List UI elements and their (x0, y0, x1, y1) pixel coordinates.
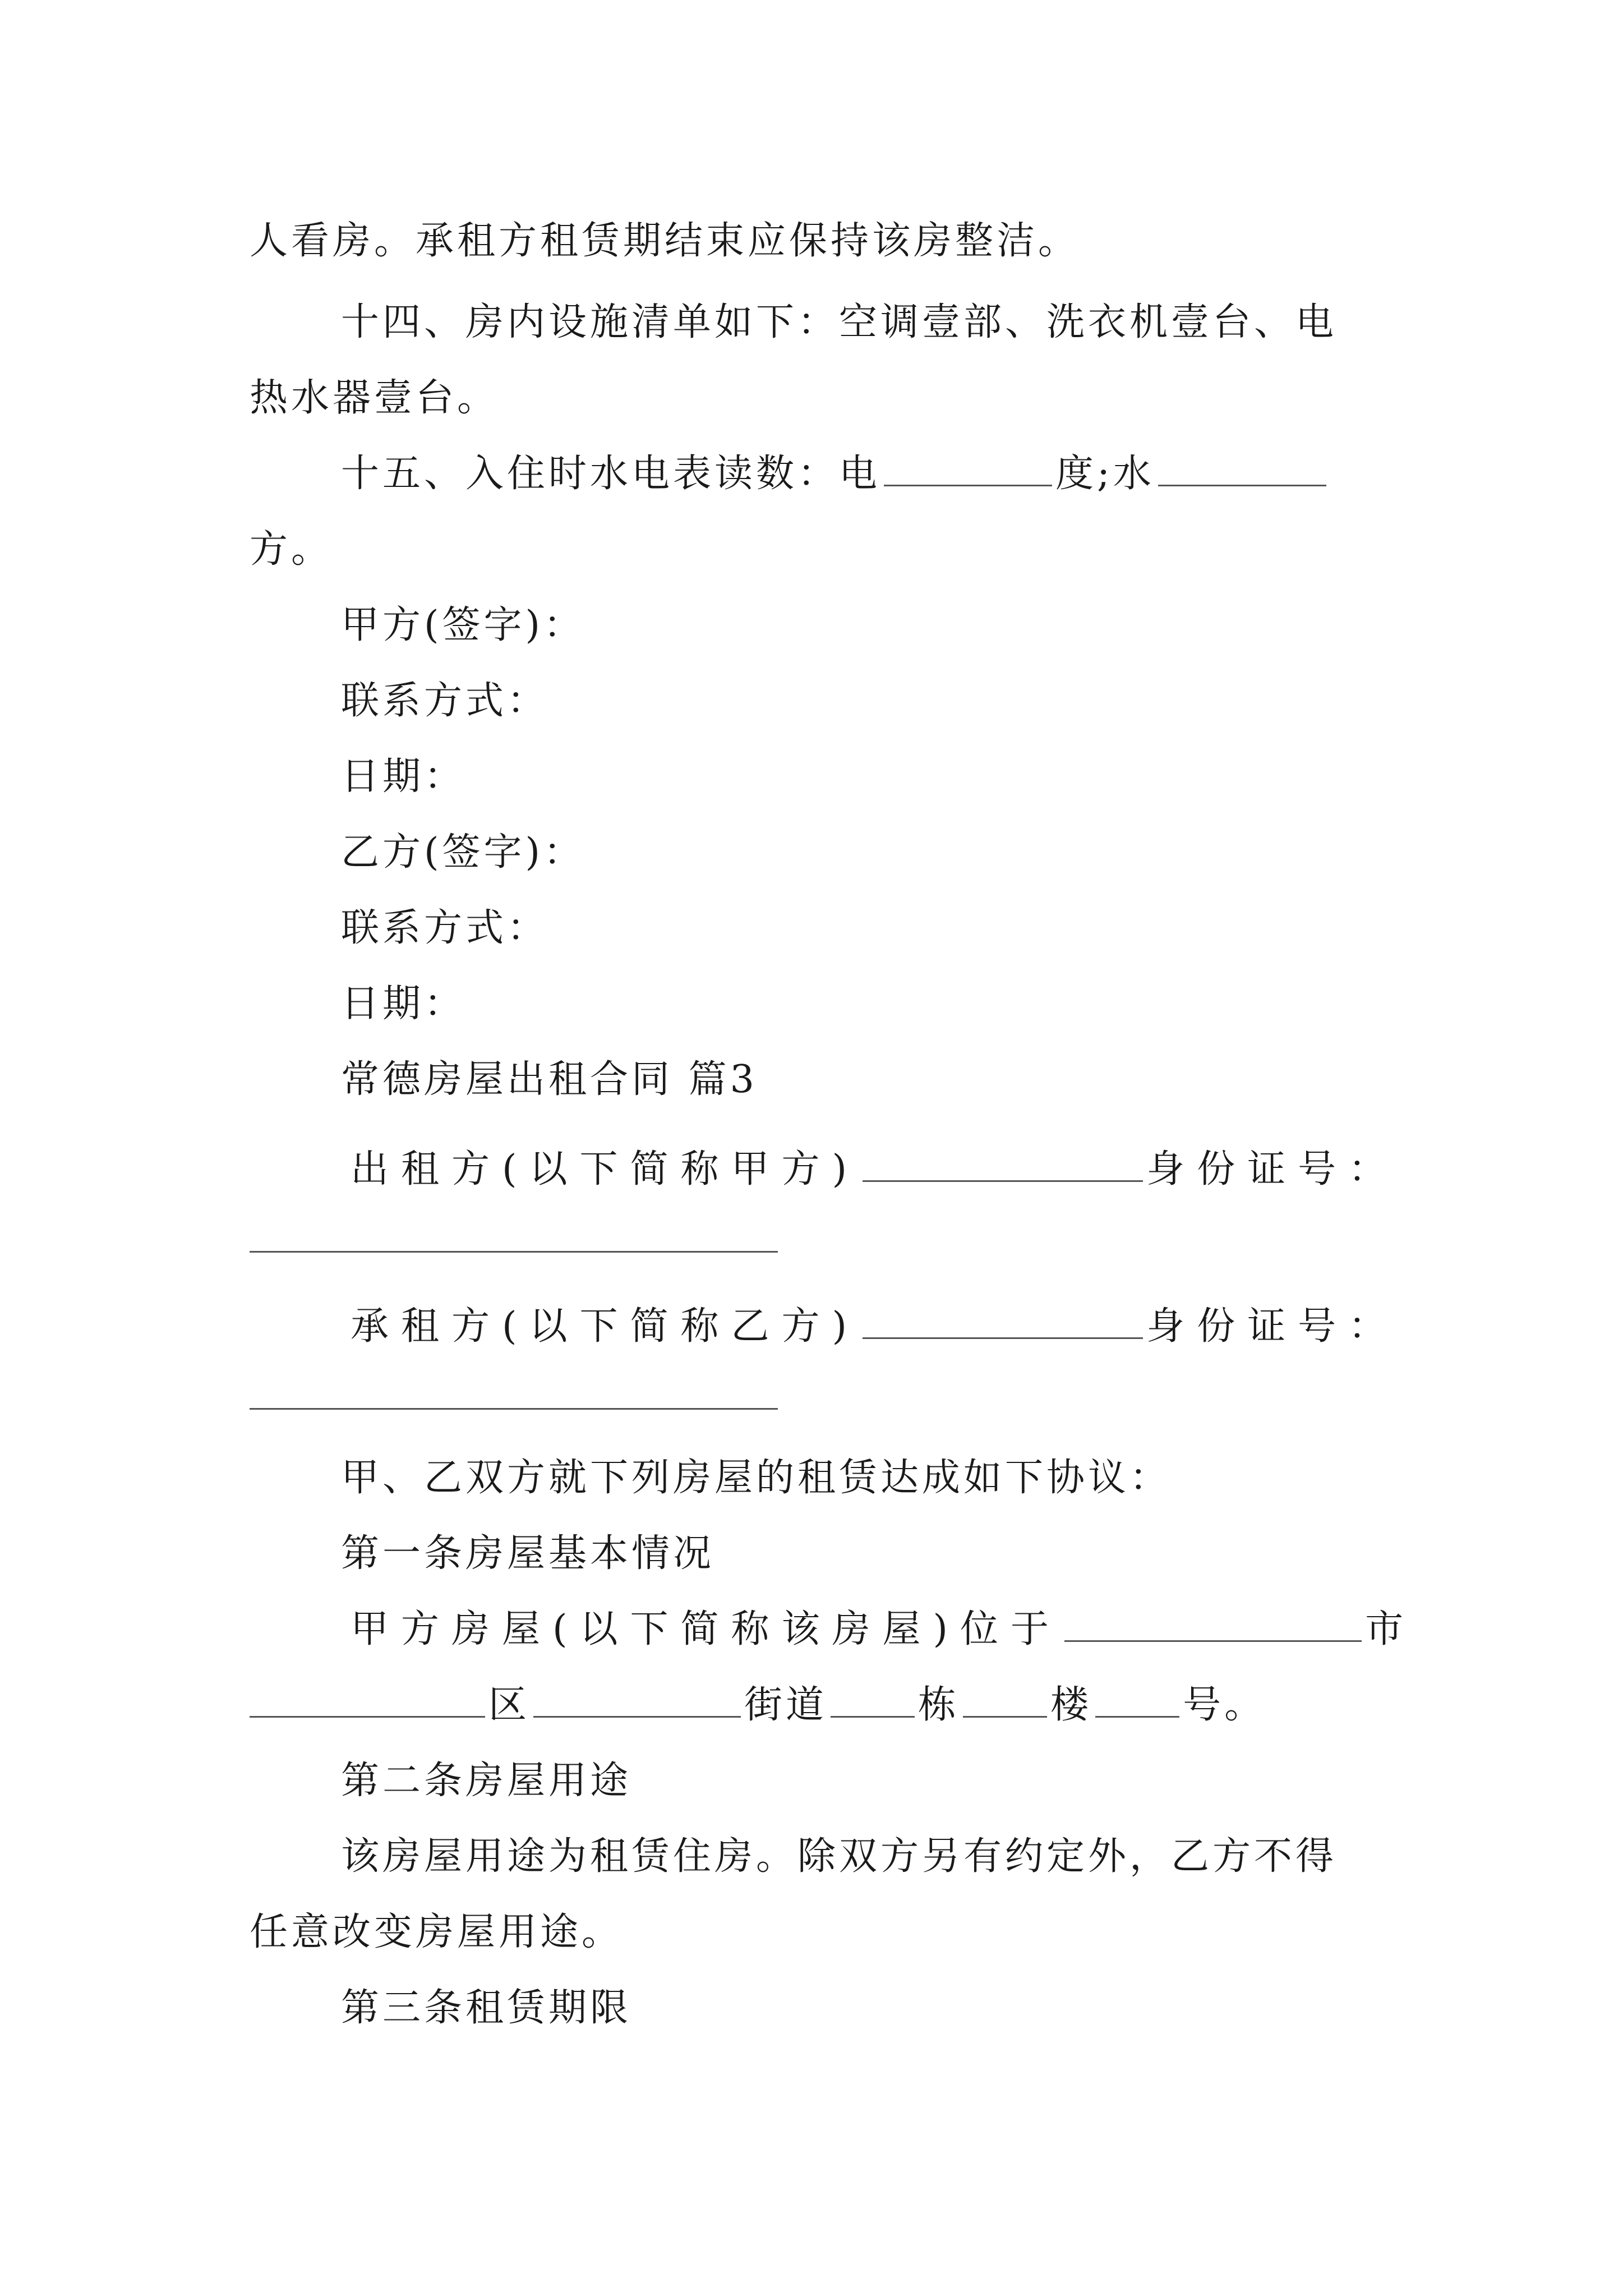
article-2-heading: 第二条房屋用途 (341, 1759, 632, 1803)
city-blank (1064, 1605, 1362, 1642)
text-segment: 出租方(以下简称甲方) (351, 1147, 860, 1191)
text-segment: 楼 (1050, 1683, 1092, 1727)
party-b-date-label: 日期： (341, 982, 466, 1026)
lessee-name-blank (863, 1303, 1143, 1339)
text-segment: 街道 (744, 1683, 828, 1727)
clause-14-facilities: 十四、房内设施清单如下：空调壹部、洗衣机壹台、电 (341, 300, 1338, 344)
clause-15-meter-readings (341, 449, 1485, 499)
lessor-name-blank (863, 1145, 1143, 1182)
property-location-line (351, 1604, 1495, 1655)
lessor-id-blank (250, 1251, 778, 1253)
floor-blank (963, 1681, 1047, 1718)
text-line: 方。 (250, 527, 333, 572)
text-segment: 区 (488, 1683, 531, 1727)
agreement-intro: 甲、乙双方就下列房屋的租赁达成如下协议： (341, 1456, 1172, 1500)
article-2-body: 该房屋用途为租赁住房。除双方另有约定外，乙方不得 (341, 1834, 1338, 1879)
article-1-heading: 第一条房屋基本情况 (341, 1531, 715, 1576)
lessor-line (351, 1144, 1495, 1195)
party-a-contact-label: 联系方式： (341, 679, 549, 723)
text-segment: 市 (1365, 1607, 1416, 1651)
water-reading-blank (1158, 450, 1326, 486)
text-segment: 度;水 (1055, 452, 1155, 496)
party-b-signature-label: 乙方(签字)： (341, 830, 585, 875)
text-segment: 承租方(以下简称乙方) (351, 1304, 860, 1349)
text-segment: 甲方房屋(以下简称该房屋)位于 (351, 1607, 1062, 1651)
room-number-blank (1095, 1681, 1179, 1718)
text-segment: 身份证号： (1146, 1304, 1399, 1349)
street-blank (533, 1681, 741, 1718)
electricity-reading-blank (884, 450, 1052, 486)
text-segment: 身份证号： (1146, 1147, 1399, 1191)
article-3-heading: 第三条租赁期限 (341, 1986, 632, 2030)
text-line: 人看房。承租方租赁期结束应保持该房整洁。 (250, 219, 1080, 263)
text-line: 热水器壹台。 (250, 376, 499, 420)
district-blank (250, 1681, 485, 1718)
section-heading: 常德房屋出租合同 篇3 (341, 1057, 758, 1102)
text-segment: 号。 (1183, 1683, 1266, 1727)
party-a-date-label: 日期： (341, 754, 466, 799)
party-b-contact-label: 联系方式： (341, 906, 549, 950)
lessee-id-blank (250, 1408, 778, 1410)
building-blank (831, 1681, 915, 1718)
lessee-line (351, 1301, 1495, 1352)
text-segment: 十五、入住时水电表读数：电 (341, 452, 881, 496)
party-a-signature-label: 甲方(签字)： (341, 603, 585, 647)
text-line: 任意改变房屋用途。 (250, 1910, 624, 1954)
text-segment: 栋 (918, 1683, 960, 1727)
property-address-line (250, 1680, 1394, 1731)
